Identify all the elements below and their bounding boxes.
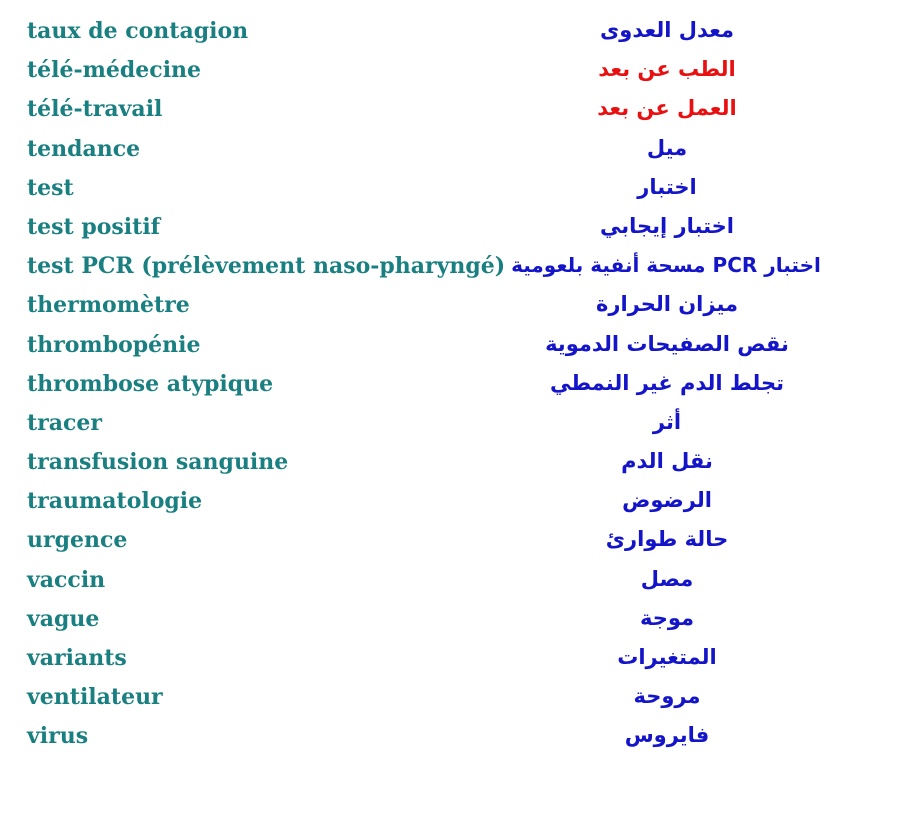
glossary-row <box>0 90 900 129</box>
french-term: ventilateur <box>27 684 163 711</box>
arabic-term: نقص الصفيحات الدموية <box>545 331 789 356</box>
arabic-term: اختبار PCR مسحة أنفية بلعومية <box>511 253 821 278</box>
glossary-row <box>0 717 900 756</box>
glossary-row <box>0 247 900 286</box>
glossary-row <box>0 600 900 639</box>
french-term: tracer <box>27 409 102 436</box>
french-term: vague <box>27 605 100 632</box>
french-term: télé-médecine <box>27 57 202 84</box>
arabic-term: اختبار <box>637 174 697 199</box>
french-term: thermomètre <box>27 292 190 319</box>
glossary-row <box>0 12 900 51</box>
french-term: thrombose atypique <box>27 370 274 397</box>
arabic-term: اختبار إيجابي <box>600 213 734 238</box>
french-term: thrombopénie <box>27 331 201 358</box>
glossary-row <box>0 51 900 90</box>
glossary-row <box>0 286 900 325</box>
french-term: variants <box>27 645 127 671</box>
glossary-row <box>0 639 900 678</box>
arabic-term: مروحة <box>633 684 701 709</box>
french-term: taux de contagion <box>27 18 249 44</box>
arabic-term: أثر <box>652 409 682 434</box>
glossary-row <box>0 521 900 560</box>
arabic-term: فايروس <box>624 723 710 748</box>
glossary-row <box>0 208 900 247</box>
glossary-list <box>0 12 900 757</box>
french-term: traumatologie <box>27 488 203 515</box>
arabic-term: حالة طوارئ <box>605 527 729 552</box>
arabic-term: الطب عن بعد <box>598 57 736 82</box>
french-term: télé-travail <box>27 96 163 123</box>
glossary-row <box>0 169 900 208</box>
french-term: urgence <box>27 527 128 554</box>
glossary-row <box>0 561 900 600</box>
arabic-term: معدل العدوى <box>600 18 734 42</box>
glossary-row <box>0 443 900 482</box>
glossary-row <box>0 130 900 169</box>
french-term: vaccin <box>27 566 106 593</box>
french-term: transfusion sanguine <box>27 449 289 476</box>
arabic-term: مصل <box>640 566 694 591</box>
glossary-row <box>0 326 900 365</box>
arabic-term: المتغيرات <box>617 645 717 669</box>
glossary-row <box>0 482 900 521</box>
french-term: tendance <box>27 135 141 162</box>
glossary-row <box>0 404 900 443</box>
arabic-term: نقل الدم <box>621 449 713 474</box>
french-term: test <box>27 174 74 201</box>
glossary-row <box>0 365 900 404</box>
arabic-term: تجلط الدم غير النمطي <box>549 370 785 395</box>
arabic-term: ميزان الحرارة <box>595 292 739 317</box>
arabic-term: العمل عن بعد <box>597 96 737 121</box>
arabic-term: موجة <box>639 605 695 630</box>
arabic-term: الرضوض <box>622 488 712 513</box>
french-term: test PCR (prélèvement naso-pharyngé) <box>27 253 506 280</box>
french-term: virus <box>27 723 89 750</box>
french-term: test positif <box>27 213 161 240</box>
glossary-row <box>0 678 900 717</box>
arabic-term: ميل <box>646 135 688 160</box>
